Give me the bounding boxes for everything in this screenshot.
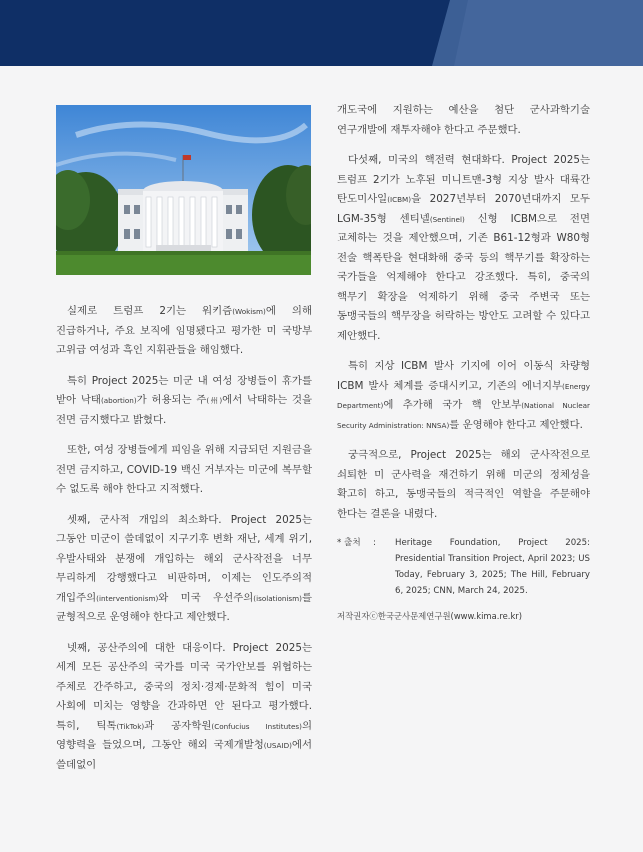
body-text: 실제로 트럼프 2기는 워키즘	[67, 305, 233, 317]
paragraph	[337, 101, 590, 140]
body-text: 특히 Project 2025는 미군 내 여성 장병들이 휴가를 받아 낙태	[56, 374, 312, 406]
body-text: 과 공자학원	[144, 719, 212, 732]
body-text: 신형 ICBM으로 전면 교체하는 것을 제안했으며, 기존 B61-12형과 W80형 전술 핵폭탄을 현대화해 중국 등의 핵무기를 확장하는 국가들을 억제해야 한다고 강조했다. 특히, 중국의 핵무기 확장을 억제하기 위해 중국 주변국 또는 동맹국들의 핵무장을 허락하는 방안도 고려할 수 있다고 제안했다.	[337, 212, 591, 342]
body-text: 특히 지상 ICBM 발사 기지에 이어 이동식 차량형 ICBM 발사 체계를 증대시키고, 기존의 에너지부	[337, 360, 590, 392]
body-text: 를 균형적으로 운영해야 한다고 제안했다.	[56, 591, 312, 623]
body-text: 와 미국 우선주의	[158, 591, 254, 604]
source-note	[337, 535, 590, 599]
right-column	[337, 101, 590, 623]
body-text: 을 2027년부터 2070년대까지 모두 LGM-35형 센티넬	[337, 193, 590, 225]
body-text: 궁극적으로, Project 2025는 해외 군사작전으로 쇠퇴한 미 군사력을 재건하기 위해 미군의 정체성을 확고히 하고, 동맹국들의 적극적인 역할을 주문해야 한다는 결론을 내렸다.	[337, 449, 590, 520]
body-text: 개도국에 지원하는 예산을 첨단 군사과학기술 연구개발에 재투자해야 한다고 주문했다.	[337, 104, 590, 136]
white-house-photo	[56, 105, 311, 275]
source-text: Heritage Foundation, Project 2025: Presidential Transition Project, April 2023; US Today, February 3, 2025; The Hill, February 6, 2025; CNN, March 24, 2025.	[395, 538, 590, 596]
body-text: 에서 쓸데없이	[56, 739, 312, 771]
paragraph	[56, 372, 312, 431]
body-text: 에서 낙태하는 것을 전면 금지했다고 밝혔다.	[56, 394, 313, 426]
body-text: 또한, 여성 장병들에게 피임을 위해 지급되던 지원금을 전면 금지하고, COVID-19 백신 거부자는 미군에 복무할 수 없도록 해야 한다고 지적했다.	[56, 444, 312, 495]
gloss-text: (州)	[206, 396, 223, 405]
source-label: * 출처	[337, 538, 361, 548]
source-colon: :	[373, 538, 376, 548]
paragraph	[337, 151, 590, 346]
body-text: 의 영향력을 들었으며, 그동안 해외 국제개발청	[56, 719, 312, 751]
gloss-text: (Energy Department)	[337, 381, 590, 410]
body-text: 다섯째, 미국의 핵전력 현대화다. Project 2025는 트럼프 2기가 노후된 미니트맨-3형 지상 발사 대륙간 탄도미사일	[337, 154, 590, 205]
gloss-text: (abortion)	[100, 396, 137, 405]
copyright-notice: 저작권자ⓒ한국군사문제연구원(www.kima.re.kr)	[337, 611, 523, 621]
left-column	[56, 302, 312, 786]
paragraph	[337, 446, 590, 524]
body-text: 를 운영해야 한다고 제안했다.	[449, 418, 583, 431]
gloss-text: (Sentinel)	[429, 214, 465, 224]
paragraph	[56, 302, 312, 361]
body-text: 넷째, 공산주의에 대한 대응이다. Project 2025는 세계 모든 공산주의 국가를 미국 국가안보를 위협하는 주체로 간주하고, 중국의 정치·경제·문화적 힘이 미국 사회에 미치는 영향을 간과하면 안 된다고 평가했다. 특히, 틱톡	[56, 641, 312, 732]
gloss-text: (Wokism)	[232, 307, 266, 316]
paragraph	[56, 511, 312, 628]
gloss-text: (USAID)	[263, 741, 292, 750]
paragraph	[56, 639, 312, 776]
paragraph	[337, 357, 590, 435]
gloss-text: (Confucius Institutes)	[211, 721, 302, 731]
gloss-text: (TikTok)	[116, 721, 145, 731]
gloss-text: (interventionism)	[96, 593, 159, 603]
header-accent-light	[454, 0, 643, 66]
body-text: 가 허용되는 주	[136, 394, 207, 406]
gloss-text: (ICBM)	[387, 195, 412, 204]
body-text: 에 의해 진급하거나, 주요 보직에 임명됐다고 평가한 미 국방부 고위급 여성과 흑인 지휘관들을 해임했다.	[56, 305, 312, 356]
body-text: 에 추가해 국가 핵 안보부	[383, 399, 522, 411]
paragraph	[56, 441, 312, 500]
gloss-text: (National Nuclear Security Administration: NNSA)	[337, 401, 590, 430]
header-band	[0, 0, 643, 66]
gloss-text: (isolationism)	[253, 593, 302, 603]
body-text: 셋째, 군사적 개입의 최소화다. Project 2025는 그동안 미군이 쓸데없이 지구기후 변화 재난, 세계 위기, 우발사태와 분쟁에 개입하는 해외 군사작전을 너무 무리하게 강행했다고 비판하며, 이제는 인도주의적 개입주의	[56, 513, 312, 604]
